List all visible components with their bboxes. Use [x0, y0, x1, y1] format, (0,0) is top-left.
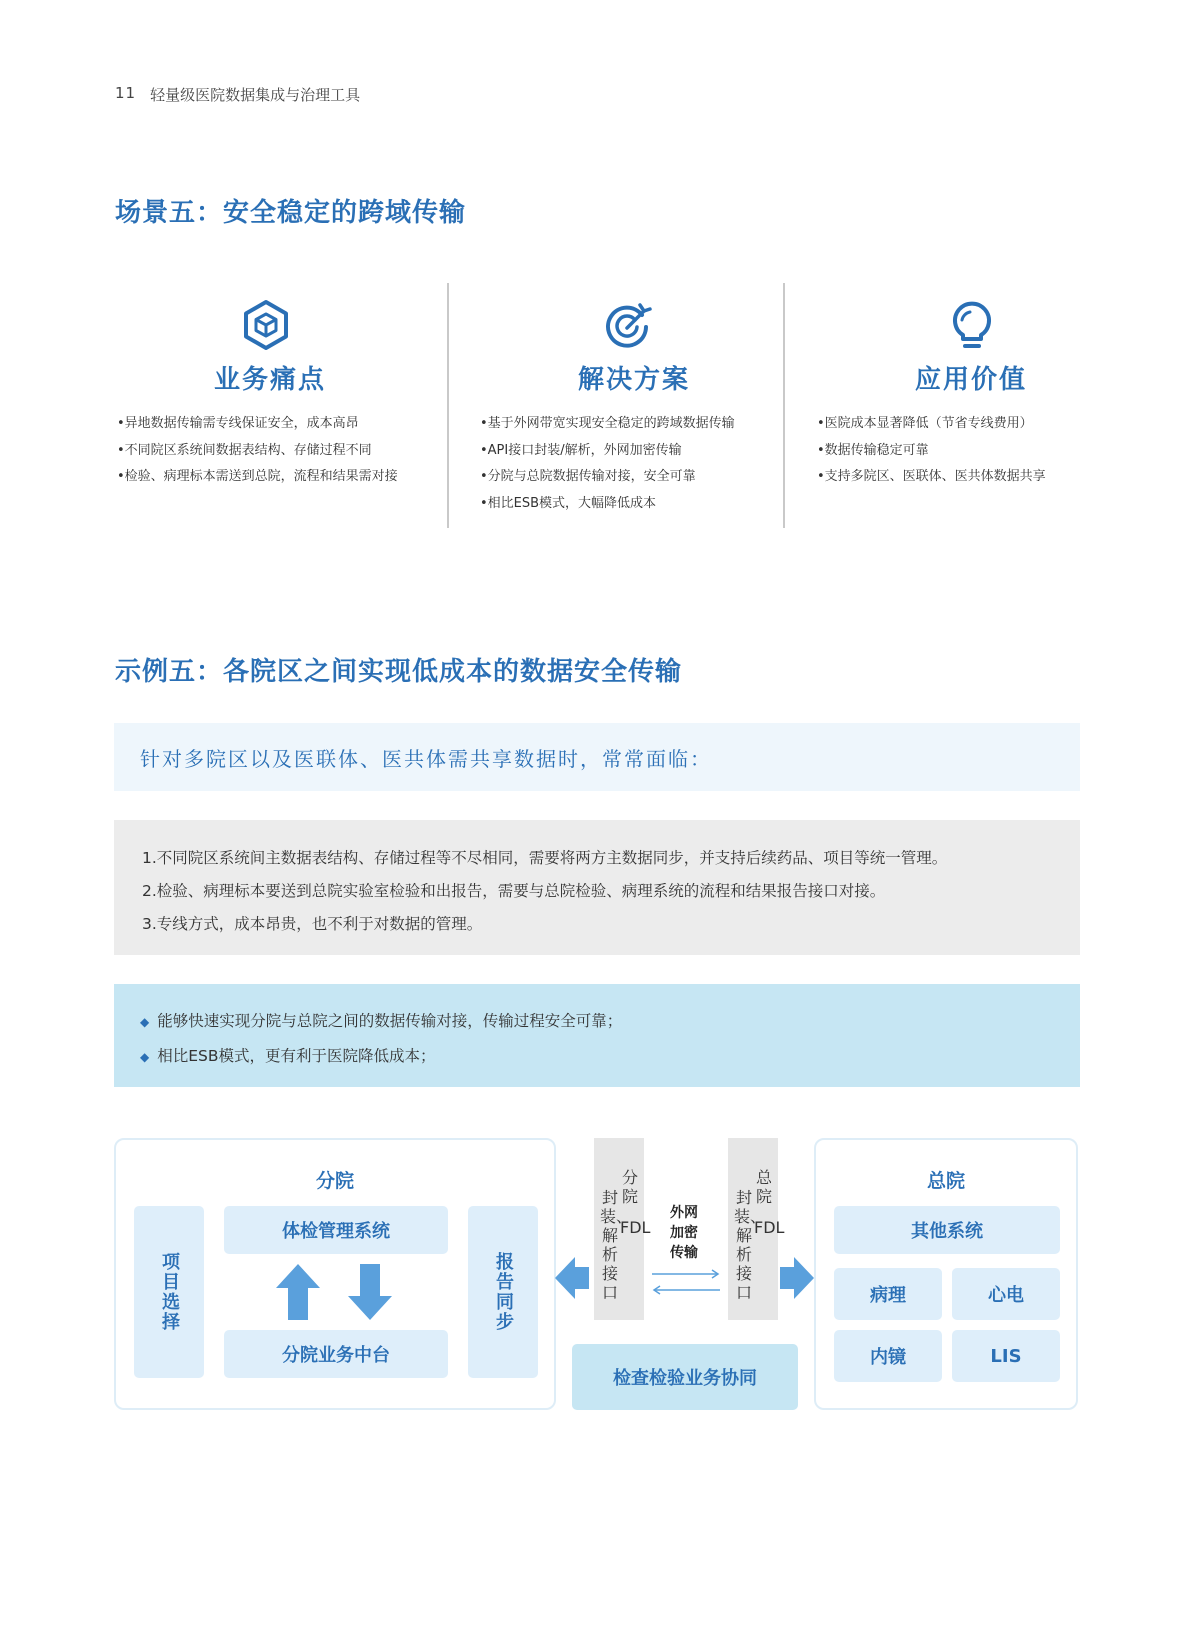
list-item: •不同院区系统间数据表结构、存储过程不同: [117, 442, 372, 458]
branch-panel: [114, 1138, 556, 1410]
list-item: •分院与总院数据传输对接，安全可靠: [480, 469, 696, 484]
list-item: •数据传输稳定可靠: [817, 442, 929, 458]
column-pain-points: [112, 283, 462, 528]
interface-text: 封装、解析接口: [600, 1188, 633, 1302]
arrow-up-icon: [276, 1264, 320, 1320]
bidirectional-arrow-icon: [650, 1268, 722, 1298]
example-title: 示例五：各院区之间实现低成本的数据安全传输: [115, 657, 683, 687]
solution-list: [480, 411, 735, 517]
problem-item: 2.检验、病理标本要送到总院实验室检验和出报告，需要与总院检验、病理系统的流程和结果报告接口对接。: [142, 882, 886, 900]
endoscopy-box: 内镜: [834, 1330, 942, 1382]
target-icon: [602, 299, 654, 351]
exam-system-box: 体检管理系统: [224, 1206, 448, 1254]
diamond-bullet-icon: ◆: [140, 1050, 150, 1064]
hq-interface-column: [728, 1138, 785, 1320]
column-list: [817, 411, 1046, 491]
branch-title: 分院: [315, 1170, 354, 1192]
project-select-box: 项目选择: [134, 1206, 204, 1378]
benefit-text: 相比ESB模式，更有利于医院降低成本；: [157, 1047, 436, 1065]
interface-text: FDL: [754, 1218, 785, 1237]
list-item: •支持多院区、医联体、医共体数据共享: [817, 469, 1046, 484]
column-value: [812, 283, 1102, 528]
list-item: •医院成本显著降低（节省专线费用）: [817, 416, 1033, 431]
hq-panel: [814, 1138, 1078, 1410]
branch-interface-column: [594, 1138, 651, 1320]
hq-title: 总院: [926, 1170, 965, 1192]
list-item: •基于外网带宽实现安全稳定的跨域数据传输: [480, 416, 735, 431]
list-item: •检验、病理标本需送到总院，流程和结果需对接: [117, 469, 398, 484]
interface-text: 分院: [621, 1168, 638, 1206]
page-header: [115, 84, 360, 105]
column-list: [117, 411, 398, 491]
exam-collaboration-box: 检查检验业务协同: [572, 1344, 798, 1410]
problems-bar: [114, 820, 1080, 955]
interface-text: 总院: [755, 1168, 772, 1206]
interface-text: 封装、解析接口: [734, 1188, 767, 1302]
arrow-right-icon: [780, 1257, 814, 1299]
problem-item: 3.专线方式，成本昂贵，也不利于对数据的管理。: [142, 915, 483, 933]
cube-icon: [240, 299, 292, 351]
lis-box: LIS: [952, 1330, 1060, 1382]
list-item: •异地数据传输需专线保证安全，成本高昂: [117, 416, 359, 431]
scene-title: 场景五：安全稳定的跨域传输: [115, 198, 467, 228]
pathology-box: 病理: [834, 1268, 942, 1320]
encrypted-transfer-label: 外网加密传输: [670, 1205, 698, 1261]
document-title: 轻量级医院数据集成与治理工具: [150, 86, 361, 104]
arrow-down-icon: [348, 1264, 392, 1320]
benefit-item: [140, 1039, 1080, 1074]
problem-item: 1.不同院区系统间主数据表结构、存储过程等不尽相同，需要将两方主数据同步，并支持后续药品、项目等统一管理。: [142, 849, 948, 867]
intro-text: 针对多院区以及医联体、医共体需共享数据时，常常面临：: [140, 747, 712, 771]
lightbulb-icon: [946, 299, 998, 351]
list-item: •API接口封装/解析，外网加密传输: [480, 442, 682, 458]
intro-bar: [114, 723, 1080, 791]
list-item: •相比ESB模式，大幅降低成本: [480, 495, 657, 511]
column-title: 应用价值: [915, 365, 1028, 395]
branch-middle-platform-box: 分院业务中台: [224, 1330, 448, 1378]
diamond-bullet-icon: ◆: [140, 1015, 150, 1029]
column-title: 业务痛点: [214, 365, 327, 395]
benefit-text: 能够快速实现分院与总院之间的数据传输对接，传输过程安全可靠；: [157, 1012, 623, 1030]
report-sync-box: 报告同步: [468, 1206, 538, 1378]
page-number: 11: [115, 84, 137, 102]
other-systems-box: 其他系统: [834, 1206, 1060, 1254]
ecg-box: 心电: [952, 1268, 1060, 1320]
column-title: 解决方案: [578, 365, 691, 395]
benefits-bar: [114, 984, 1080, 1087]
benefit-item: [140, 1004, 1080, 1039]
arrow-left-icon: [555, 1257, 589, 1299]
interface-text: FDL: [620, 1218, 651, 1237]
